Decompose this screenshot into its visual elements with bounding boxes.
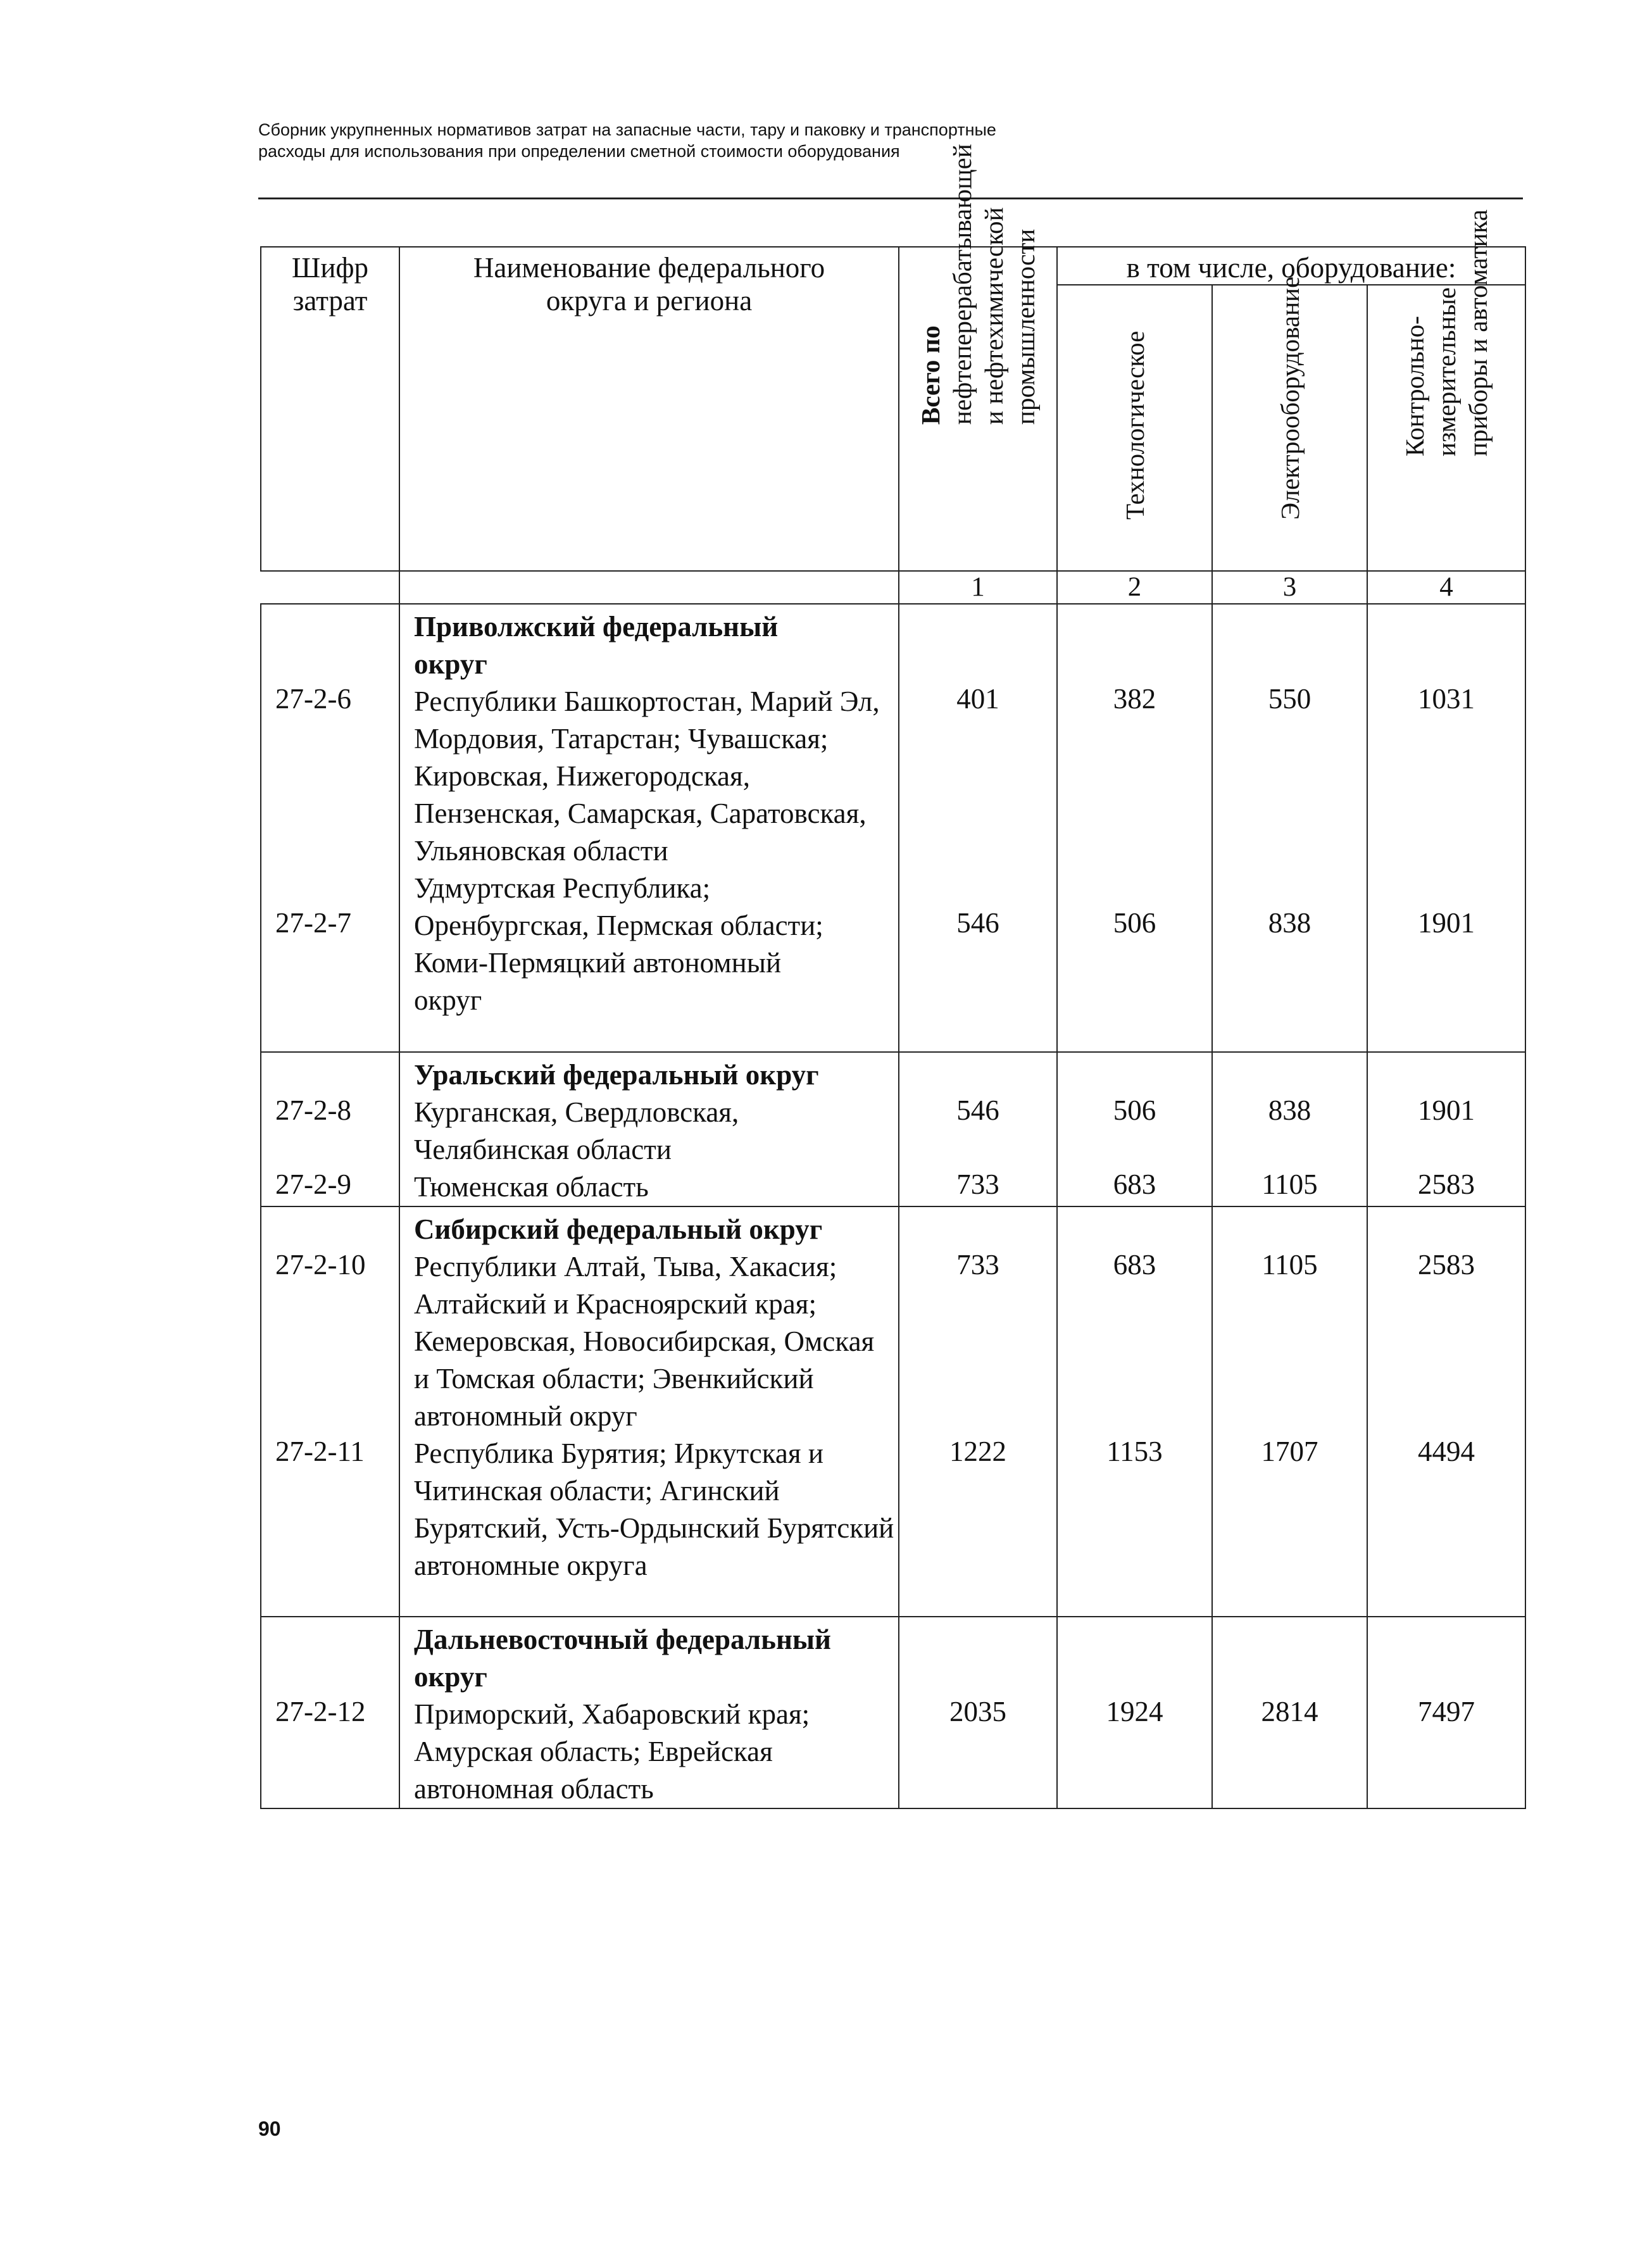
row-name: Тюменская область [414, 1171, 649, 1203]
document-header [258, 119, 1208, 162]
value-tech: 506 [1113, 907, 1156, 939]
value-elec: 1707 [1261, 1436, 1318, 1467]
section-title: Сибирский федеральный округ [414, 1213, 823, 1245]
row-name: Республики Башкортостан, Марий Эл, Мордовия, Татарстан; Чувашская; Кировская, Нижегородская, Пензенская, Самарская, Саратовская, Ульяновская области [414, 686, 880, 867]
column-header-total: Всего по нефтеперерабатывающей и нефтехимической промышленности [899, 247, 1057, 571]
value-kip: 4494 [1418, 1436, 1475, 1467]
column-number: 2 [1057, 571, 1212, 604]
value-elec: 550 [1268, 683, 1311, 715]
row-name: Приморский, Хабаровский края; Амурская область; Еврейская автономная область [414, 1698, 810, 1805]
value-total: 401 [956, 683, 999, 715]
column-number: 4 [1367, 571, 1525, 604]
value-kip: 2583 [1418, 1168, 1475, 1200]
column-group-header: в том числе, оборудование: [1057, 247, 1525, 285]
value-elec: 2814 [1261, 1696, 1318, 1727]
value-total: 733 [956, 1168, 999, 1200]
row-code: 27-2-6 [275, 683, 351, 715]
value-total: 546 [956, 1094, 999, 1126]
value-elec: 1105 [1261, 1249, 1318, 1281]
row-code: 27-2-12 [275, 1696, 366, 1727]
value-total: 1222 [949, 1436, 1006, 1467]
row-code: 27-2-11 [275, 1436, 365, 1467]
column-header-code: Шифр затрат [261, 247, 399, 571]
value-tech: 382 [1113, 683, 1156, 715]
column-number: 1 [899, 571, 1057, 604]
value-kip: 1901 [1418, 1094, 1475, 1126]
value-tech: 683 [1113, 1249, 1156, 1281]
row-name: Курганская, Свердловская, Челябинская области [414, 1096, 739, 1165]
section-title: Уральский федеральный округ [414, 1059, 819, 1091]
value-tech: 1924 [1106, 1696, 1163, 1727]
table-section [261, 1617, 1525, 1808]
column-number-row [261, 571, 1525, 604]
row-name: Республики Алтай, Тыва, Хакасия; Алтайский и Красноярский края; Кемеровская, Новосибирская, Омская и Томская области; Эвенкийский автономный округ [414, 1251, 875, 1432]
header-divider [258, 197, 1523, 199]
value-total: 733 [956, 1249, 999, 1281]
header-line-1: Сборник укрупненных нормативов затрат на запасные части, тару и паковку и транспортные [258, 120, 996, 139]
row-name: Удмуртская Республика; Оренбургская, Пермская области; Коми-Пермяцкий автономный округ [414, 872, 823, 1016]
value-total: 546 [956, 907, 999, 939]
table-section [261, 1206, 1525, 1617]
table-section [261, 604, 1525, 1052]
row-code: 27-2-9 [275, 1168, 351, 1200]
row-code: 27-2-8 [275, 1094, 351, 1126]
column-number: 3 [1212, 571, 1367, 604]
value-kip: 1901 [1418, 907, 1475, 939]
row-code: 27-2-10 [275, 1249, 366, 1281]
column-header-name: Наименование федерального округа и региона [399, 247, 899, 571]
value-elec: 838 [1268, 907, 1311, 939]
value-kip: 2583 [1418, 1249, 1475, 1281]
value-total: 2035 [949, 1696, 1006, 1727]
value-elec: 1105 [1261, 1168, 1318, 1200]
section-title: Дальневосточный федеральный округ [414, 1624, 831, 1693]
header-line-2: расходы для использования при определении сметной стоимости оборудования [258, 142, 900, 161]
column-header-tech: Технологическое [1057, 285, 1212, 571]
value-kip: 7497 [1418, 1696, 1475, 1727]
row-name: Республика Бурятия; Иркутская и Читинская области; Агинский Бурятский, Усть-Ордынский Бурятский автономные округа [414, 1438, 894, 1581]
page-number: 90 [258, 2117, 281, 2140]
section-title: Приволжский федеральный округ [414, 611, 779, 680]
value-elec: 838 [1268, 1094, 1311, 1126]
value-tech: 683 [1113, 1168, 1156, 1200]
table-section [261, 1052, 1525, 1206]
column-header-elec: Электрооборудование [1212, 285, 1367, 571]
value-kip: 1031 [1418, 683, 1475, 715]
column-header-kip: Контрольно- измерительные приборы и автоматика [1367, 285, 1525, 571]
row-code: 27-2-7 [275, 907, 351, 939]
value-tech: 1153 [1106, 1436, 1163, 1467]
value-tech: 506 [1113, 1094, 1156, 1126]
